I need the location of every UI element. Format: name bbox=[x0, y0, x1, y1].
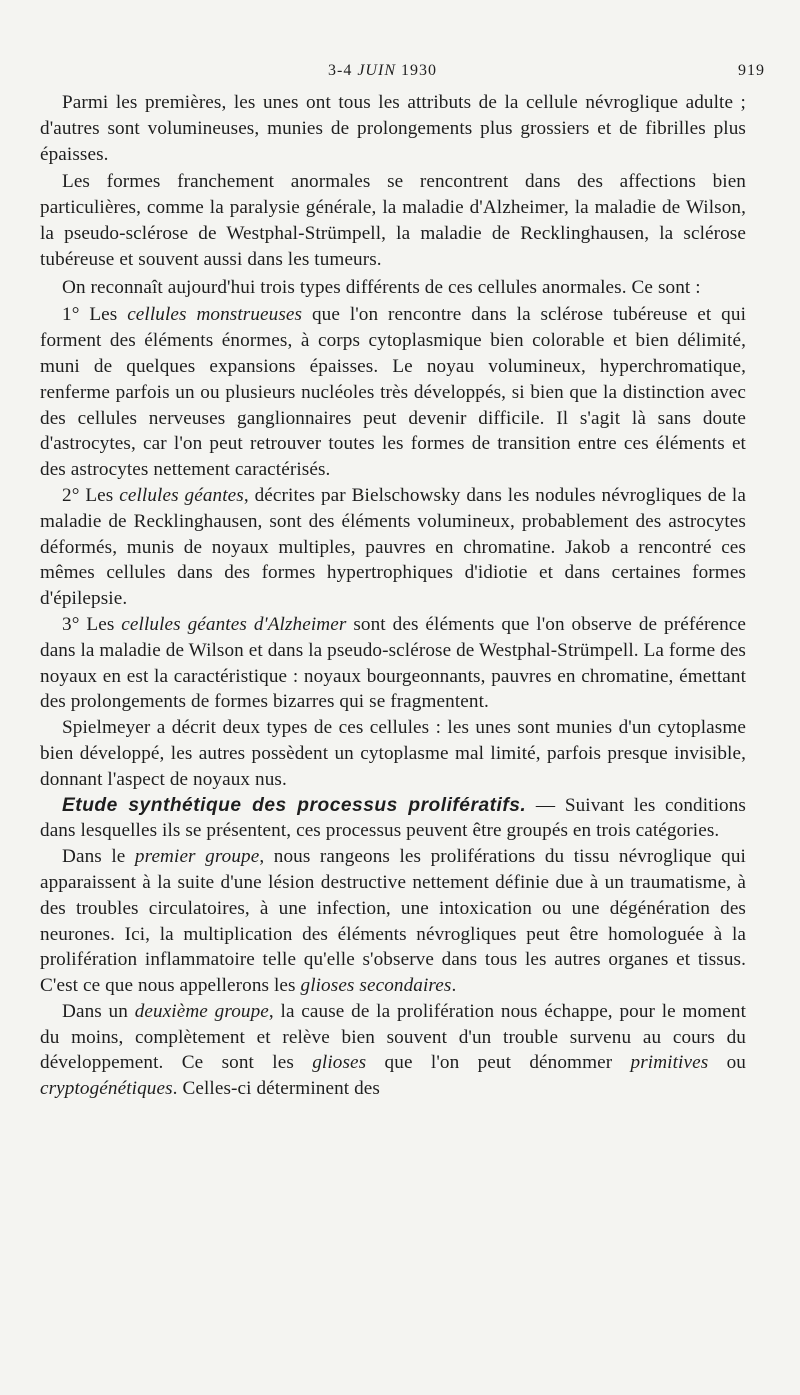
section-title: Etude synthétique des processus prolifératifs. bbox=[62, 794, 527, 816]
paragraph-list-item-2: 2° Les cellules géantes, décrites par Bielschowsky dans les nodules névrogliques de la maladie de Recklinghausen, sont des éléments volumineux, probablement des astrocytes déformés, munis de noyaux multiples, pauvres en chromatine. Jakob a rencontré ces mêmes cellules dans des formes hypertrophiques d'idiotie et dans certaines formes d'épilepsie. bbox=[40, 484, 746, 610]
term: cellules monstrueuses bbox=[127, 304, 303, 326]
body-text bbox=[40, 90, 746, 1102]
paragraph: Spielmeyer a décrit deux types de ces cellules : les unes sont munies d'un cytoplasme bien développé, les autres possèdent un cytoplasme mal limité, parfois presque invisible, donnant l'aspect de noyaux nus. bbox=[40, 717, 746, 790]
paragraph: Dans le premier groupe, nous rangeons les proliférations du tissu névroglique qui apparaissent à la suite d'une lésion destructive nettement définie due à un traumatisme, à des troubles circulatoires, à une infection, une intoxication ou une dégénération des neurones. Ici, la multiplication des éléments névrogliques peut être homologuée à la prolifération inflammatoire telle qu'elle s'observe dans tous les autres organes et tissus. C'est ce que nous appellerons les glioses secondaires. bbox=[40, 846, 746, 997]
running-header bbox=[150, 62, 765, 86]
page-number: 919 bbox=[738, 62, 765, 79]
header-date: 3-4 JUIN 1930 bbox=[328, 62, 437, 79]
paragraph-list-item-3: 3° Les cellules géantes d'Alzheimer sont des éléments que l'on observe de préférence dans la maladie de Wilson et dans la pseudo-sclérose de Westphal-Strümpell. La forme des noyaux en est la caractéristique : noyaux bourgeonnants, pauvres en chromatine, émettant des prolongements de formes bizarres qui se fragmentent. bbox=[40, 613, 746, 713]
section-intro: Etude synthétique des processus prolifératifs. — Suivant les conditions dans lesquelles ils se présentent, ces processus peuvent être groupés en trois catégories. bbox=[40, 794, 746, 842]
term: cellules géantes d'Alzheimer bbox=[121, 613, 347, 635]
paragraph: Les formes franchement anormales se rencontrent dans des affections bien particulières, comme la paralysie générale, la maladie d'Alzheimer, la maladie de Wilson, la pseudo-sclérose de Westphal-Strümpell, la maladie de Recklinghausen, la sclérose tubéreuse et souvent aussi dans les tumeurs. bbox=[40, 171, 746, 270]
term: cellules géantes bbox=[119, 484, 244, 506]
paragraph: Parmi les premières, les unes ont tous les attributs de la cellule névroglique adulte ; d'autres sont volumineuses, munies de prolongements plus grossiers et de fibrilles plus épaisses. bbox=[40, 92, 746, 165]
paragraph: On reconnaît aujourd'hui trois types différents de ces cellules anormales. Ce sont : bbox=[62, 276, 701, 298]
paragraph-list-item-1: 1° Les cellules monstrueuses que l'on rencontre dans la sclérose tubéreuse et qui forment des éléments énormes, à corps cytoplasmique bien colorable et bien délimité, muni de quelques expansions épaisses. Le noyau volumineux, hyperchromatique, renferme parfois un ou plusieurs nucléoles très développés, si bien que la distinction avec des cellules nerveuses ganglionnaires peut devenir difficile. Il s'agit là sans doute d'astrocytes, car l'on peut retrouver toutes les formes de transition entre ces éléments et des astrocytes nettement caractérisés. bbox=[40, 304, 747, 481]
paragraph: Dans un deuxième groupe, la cause de la prolifération nous échappe, pour le moment du moins, complètement et relève bien souvent d'un trouble survenu au cours du développement. Ce sont les glioses que l'on peut dénommer primitives ou cryptogénétiques. Celles-ci déterminent des bbox=[40, 1000, 746, 1100]
